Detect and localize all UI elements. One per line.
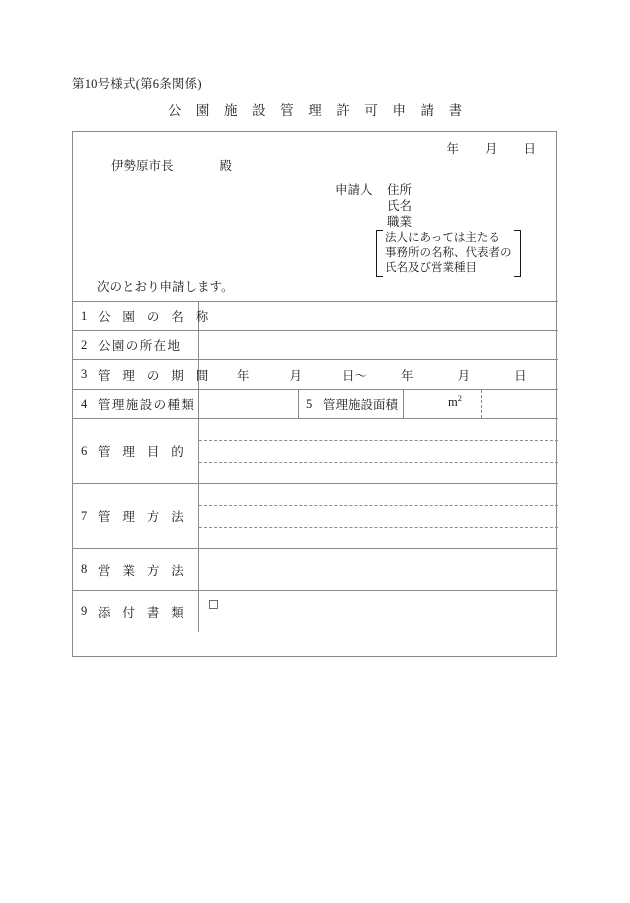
row-label-text: 管理施設面積 — [323, 398, 399, 412]
row-label-text: 管 理 方 法 — [98, 510, 189, 524]
row-number: 5 — [306, 396, 313, 411]
row-label-text: 営 業 方 法 — [98, 563, 189, 578]
bracket-right-icon — [514, 230, 521, 277]
applicant-field-address: 住所 — [387, 183, 413, 197]
form-number: 第10号様式(第6条関係) — [72, 77, 202, 91]
row-label-business-method — [73, 549, 199, 590]
bracket-left-icon — [376, 230, 383, 277]
applicant-block — [335, 182, 412, 230]
applicant-field-occupation: 職業 — [387, 215, 413, 229]
table-row-period — [73, 359, 558, 389]
form-rows — [73, 301, 558, 632]
corporation-note-line-3: 氏名及び営業種目 — [385, 262, 477, 274]
date-year: 年 — [446, 142, 459, 156]
row-number: 8 — [81, 562, 88, 576]
addressee-name: 伊勢原市長 — [111, 159, 174, 173]
row-label-text: 管 理 の 期 間 — [98, 368, 213, 383]
period-end-day: 日 — [514, 368, 527, 383]
page-title: 公 園 施 設 管 理 許 可 申 請 書 — [167, 103, 468, 118]
row-value-method[interactable] — [199, 484, 558, 548]
row-label-text: 公 園 の 名 称 — [98, 310, 213, 324]
period-start-month: 月 — [289, 368, 303, 383]
date-month: 月 — [484, 142, 498, 156]
row-label-attachments — [73, 591, 199, 632]
applicant-field-name: 氏名 — [387, 199, 413, 213]
corporation-note-line-2: 事務所の名称、代表者の — [385, 247, 512, 259]
date-day: 日 — [523, 142, 536, 156]
period-start-day: 日～ — [342, 368, 368, 383]
row-label-text: 管理施設の種類 — [98, 398, 196, 412]
table-row-park-name — [73, 301, 558, 330]
writing-guide-line — [199, 505, 558, 506]
area-unit-label: $m^2$ — [448, 393, 462, 410]
preamble-section — [73, 132, 558, 301]
period-start-year: 年 — [237, 368, 250, 383]
applicant-label: 申請人 — [335, 183, 373, 197]
table-row-business-method — [73, 548, 558, 590]
row-label-text: 公園の所在地 — [98, 339, 182, 353]
table-row-attachments — [73, 590, 558, 632]
row-number: 9 — [81, 604, 88, 618]
row-number: 2 — [81, 337, 88, 352]
row-label-park-location — [73, 331, 199, 359]
corporation-note — [376, 230, 521, 277]
period-end-year: 年 — [401, 368, 414, 383]
table-row-park-location — [73, 330, 558, 359]
row-number: 1 — [81, 308, 88, 323]
row-value-facility-kind[interactable] — [199, 390, 298, 418]
row-label-facility-kind — [73, 390, 199, 418]
table-row-purpose — [73, 418, 558, 483]
row-label-period — [73, 360, 213, 389]
row-label-facility-area — [298, 390, 404, 418]
table-row-method — [73, 483, 558, 548]
row-value-park-location[interactable] — [199, 331, 558, 359]
row-number: 4 — [81, 396, 88, 411]
row-number: 3 — [81, 367, 88, 381]
row-label-text: 管 理 目 的 — [98, 445, 189, 459]
row-label-text: 添 付 書 類 — [98, 605, 189, 620]
apply-statement: 次のとおり申請します。 — [97, 280, 234, 294]
row-label-method — [73, 484, 199, 548]
row-value-business-method[interactable] — [199, 549, 558, 590]
row-number: 7 — [81, 508, 88, 523]
corporation-note-line-1: 法人にあっては主たる — [385, 232, 500, 244]
table-row-facility-kind-area — [73, 389, 558, 418]
row-value-attachments[interactable] — [199, 591, 558, 632]
writing-guide-line — [199, 440, 558, 441]
row-value-park-name[interactable] — [199, 302, 558, 330]
writing-guide-line — [199, 527, 558, 528]
addressee-honorific: 殿 — [219, 159, 233, 173]
row-label-park-name — [73, 302, 213, 330]
row-value-facility-area[interactable] — [404, 390, 558, 418]
period-end-month: 月 — [457, 368, 471, 383]
application-form-table — [72, 131, 557, 657]
row-number: 6 — [81, 443, 88, 458]
writing-guide-line — [199, 462, 558, 463]
date-line — [446, 139, 536, 157]
addressee-line — [111, 156, 232, 174]
row-label-purpose — [73, 419, 199, 483]
attachment-checkbox[interactable] — [209, 600, 218, 609]
row-value-period[interactable] — [199, 360, 558, 389]
area-cell-divider — [481, 390, 482, 418]
row-value-purpose[interactable] — [199, 419, 558, 483]
